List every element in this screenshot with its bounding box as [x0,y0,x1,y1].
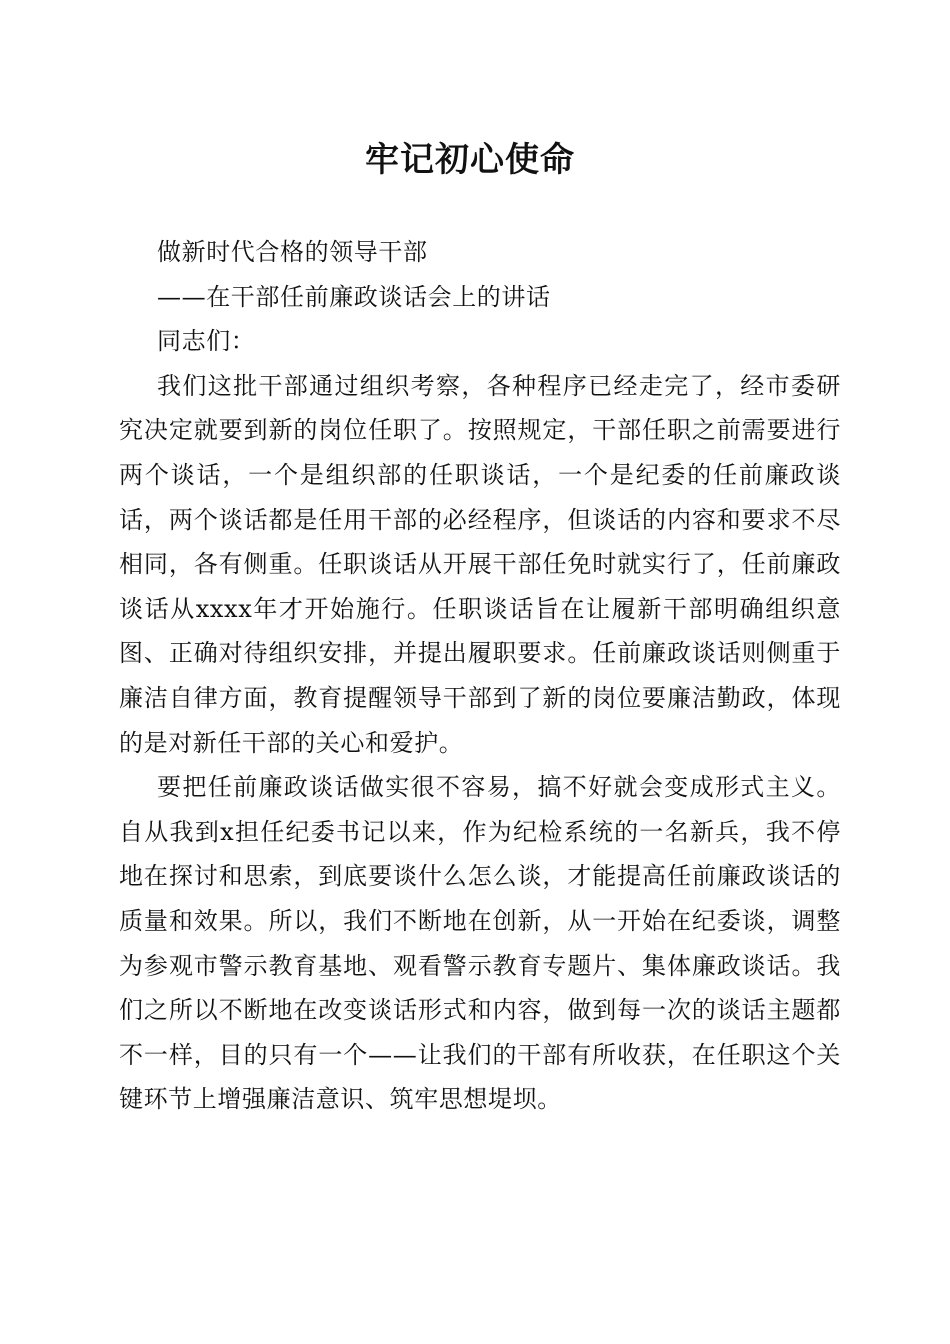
document-title: 牢记初心使命 [365,140,575,180]
document-byline: ——在干部任前廉政谈话会上的讲话 [157,282,551,311]
document-body [119,230,841,1122]
body-paragraph-1: 我们这批干部通过组织考察，各种程序已经走完了，经市委研究决定就要到新的岗位任职了。按照规定，干部任职之前需要进行两个谈话，一个是组织部的任职谈话，一个是纪委的任前廉政谈话，两个谈话都是任用干部的必经程序，但谈话的内容和要求不尽相同，各有侧重。任职谈话从开展干部任免时就实行了，任前廉政谈话从xxxx年才开始施行。任职谈话旨在让履新干部明确组织意图、正确对待组织安排，并提出履职要求。任前廉政谈话则侧重于廉洁自律方面，教育提醒领导干部到了新的岗位要廉洁勤政，体现的是对新任干部的关心和爱护。 [119,371,841,757]
document-salutation: 同志们： [157,327,256,356]
document-subtitle: 做新时代合格的领导干部 [157,238,428,266]
body-paragraph-2: 要把任前廉政谈话做实很不容易，搞不好就会变成形式主义。自从我到x担任纪委书记以来，作为纪检系统的一名新兵，我不停地在探讨和思索，到底要谈什么怎么谈，才能提高任前廉政谈话的质量和效果。所以，我们不断地在创新，从一开始在纪委谈，调整为参观市警示教育基地、观看警示教育专题片、集体廉政谈话。我们之所以不断地在改变谈话形式和内容，做到每一次的谈话主题都不一样，目的只有一个——让我们的干部有所收获，在任职这个关键环节上增强廉洁意识、筑牢思想堤坝。 [119,773,841,1114]
